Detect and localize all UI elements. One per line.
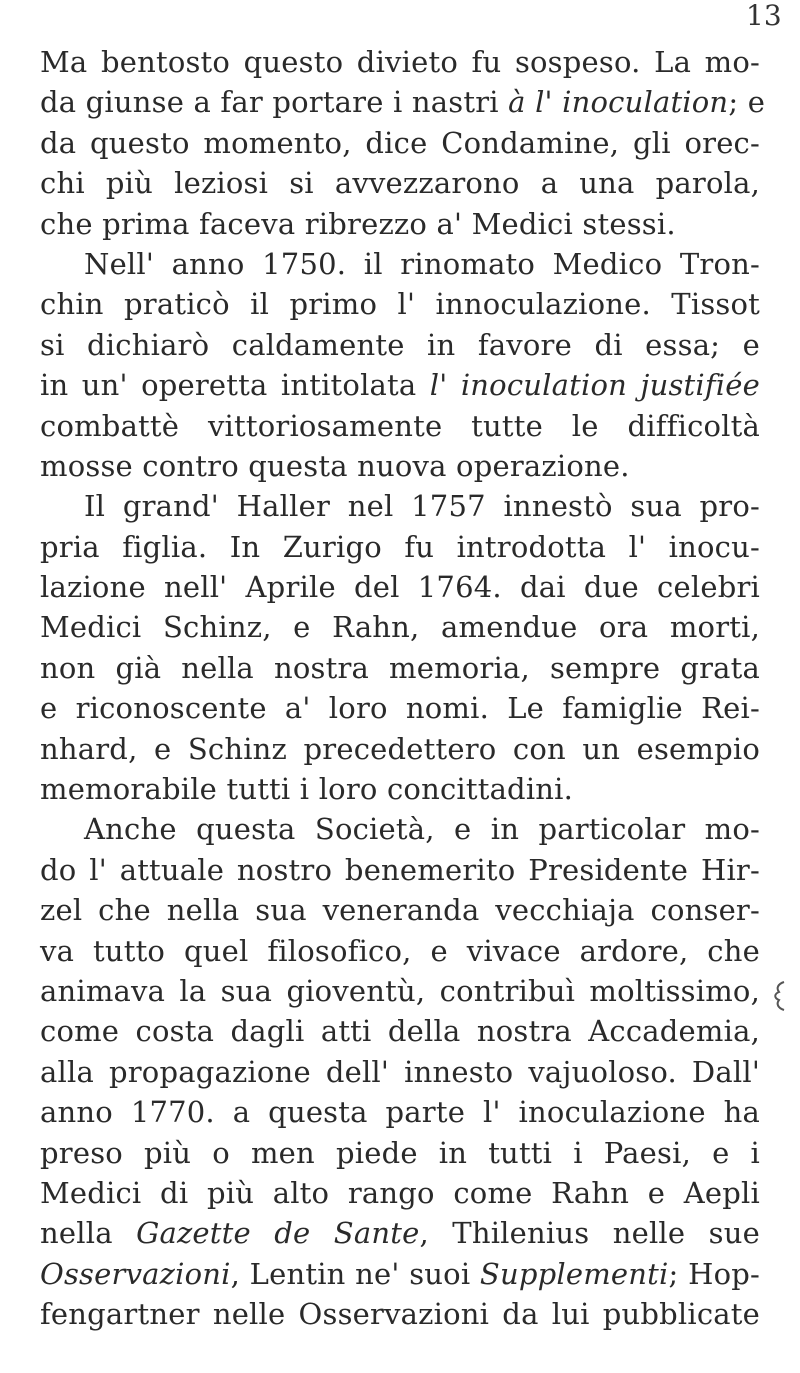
text-span: chin praticò il primo l' innoculazione. Tissot [40,287,760,322]
text-span: do l' attuale nostro benemerito Presidente Hir- [40,852,760,887]
text-line [40,204,760,244]
text-span: anno 1770. a questa parte l' inoculazione ha [40,1095,760,1130]
italic-text: Supplementi [479,1256,669,1291]
text-line [40,809,760,849]
text-span: alla propagazione dell' innesto vajuoloso. Dall' [40,1054,760,1089]
text-line [40,163,760,203]
text-span: va tutto quel filosofico, e vivace ardore, che [40,933,760,968]
text-span: Medici di più alto rango come Rahn e Aepli [40,1175,760,1210]
text-span: Medici Schinz, e Rahn, amendue ora morti, [40,610,760,645]
text-line [40,82,766,122]
text-span: lazione nell' Aprile del 1764. dai due celebri [40,570,760,605]
text-span: Nell' anno 1750. il rinomato Medico Tron- [84,246,760,281]
text-span: non già nella nostra memoria, sempre grata [40,650,760,685]
text-line [40,1294,760,1334]
text-line [40,284,760,324]
text-line [40,1133,760,1173]
text-span: da giunse a far portare i nastri [40,85,509,120]
text-span: ; e [728,85,766,120]
margin-bracket-icon [770,980,790,1012]
italic-text: Gazette de Sante [136,1216,420,1251]
text-line [40,486,760,526]
text-line [40,971,760,1011]
text-line [40,769,760,809]
text-span: memorabile tutti i loro concittadini. [40,772,574,807]
text-line [40,365,760,405]
text-line [40,325,760,365]
text-span: pria figlia. In Zurigo fu introdotta l' inocu- [40,529,760,564]
page-number: 13 [746,0,782,32]
text-span: si dichiarò caldamente in favore di essa; e [40,327,760,362]
text-span: combattè vittoriosamente tutte le difficoltà [40,408,760,443]
text-line [40,1173,760,1213]
text-line [40,850,760,890]
text-span: e riconoscente a' loro nomi. Le famiglie Rei- [40,691,760,726]
italic-text: Osservazioni [40,1256,231,1291]
text-line [40,931,760,971]
body-text [40,42,766,1335]
text-line [40,42,760,82]
text-span: nhard, e Schinz precedettero con un esempio [40,731,760,766]
text-line [40,1092,760,1132]
italic-text: l' inoculation justifiée [429,368,760,403]
text-span: mosse contro questa nuova operazione. [40,448,630,483]
text-line [40,890,760,930]
text-span: preso più o men piede in tutti i Paesi, e i [40,1135,760,1170]
text-span: chi più leziosi si avvezzarono a una parola, [40,166,760,201]
text-line [40,729,760,769]
text-line [40,244,760,284]
text-span: , Thilenius nelle sue [419,1216,760,1251]
text-span: ; Hop- [668,1256,761,1291]
text-span: fengartner nelle Osservazioni da lui pubblicate [40,1297,760,1332]
italic-text: à l' inoculation [508,85,729,120]
text-span: in un' operetta intitolata [40,368,430,403]
text-line [40,688,760,728]
text-line [40,1254,760,1294]
text-line [40,446,760,486]
text-line [40,648,760,688]
text-line [40,527,760,567]
text-line [40,406,760,446]
text-span: che prima faceva ribrezzo a' Medici stessi. [40,206,676,241]
text-span: Anche questa Società, e in particolar mo- [84,812,760,847]
text-line [40,607,760,647]
text-line [40,1052,760,1092]
text-span: da questo momento, dice Condamine, gli orec- [40,125,760,160]
text-line [40,1213,760,1253]
text-span: animava la sua gioventù, contribuì moltissimo, [40,973,760,1008]
text-span: nella [40,1216,137,1251]
text-span: Il grand' Haller nel 1757 innestò sua pro- [84,489,760,524]
text-line [40,1011,760,1051]
text-line [40,123,760,163]
text-line [40,567,760,607]
text-span: Ma bentosto questo divieto fu sospeso. La mo- [40,45,760,79]
text-span: come costa dagli atti della nostra Accademia, [40,1014,760,1049]
text-span: , Lentin ne' suoi [230,1256,480,1291]
text-span: zel che nella sua veneranda vecchiaja conser- [40,893,760,928]
